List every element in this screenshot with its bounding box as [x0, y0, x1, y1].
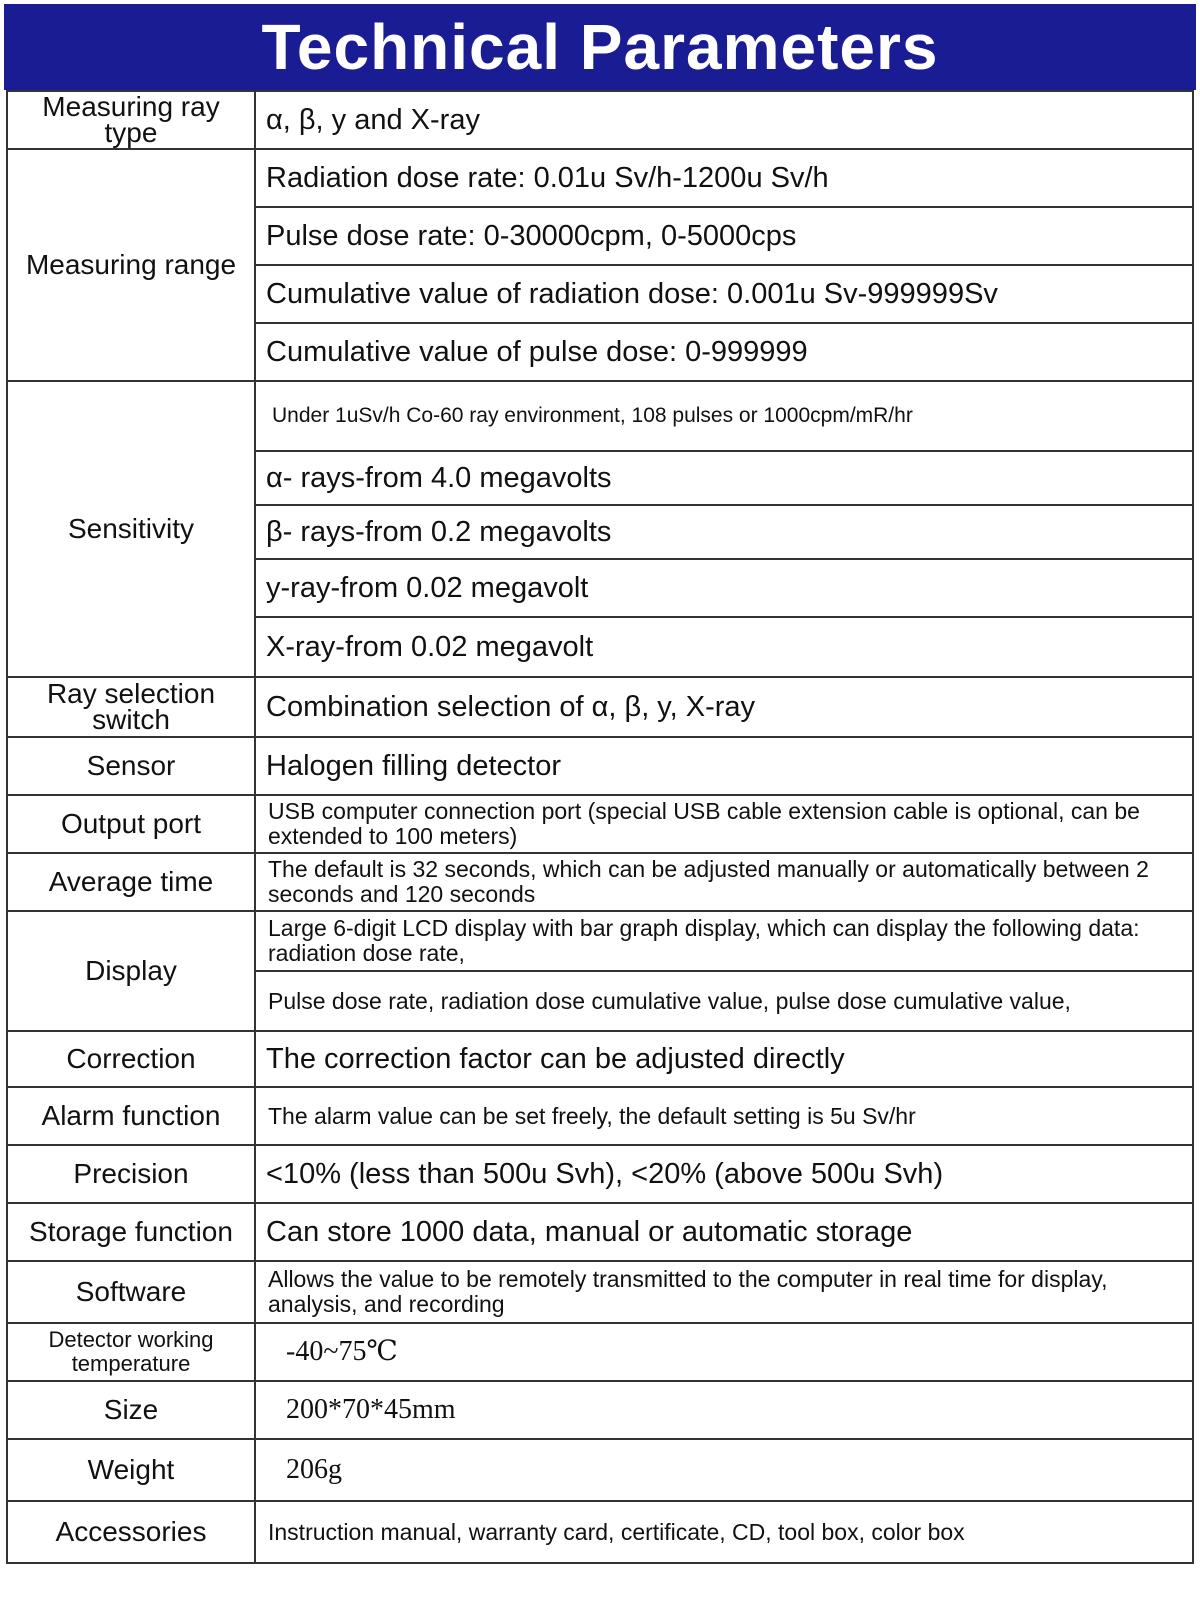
- row-label: Alarm function: [7, 1087, 255, 1145]
- row-label: Output port: [7, 795, 255, 853]
- table-row: [7, 149, 1193, 207]
- row-label: Weight: [7, 1439, 255, 1501]
- table-row: [7, 795, 1193, 853]
- row-value: -40~75℃: [255, 1323, 1193, 1381]
- row-value: The default is 32 seconds, which can be adjusted manually or automatically between 2 seconds and 120 seconds: [255, 853, 1193, 911]
- table-row: [7, 1031, 1193, 1087]
- row-value: 206g: [255, 1439, 1193, 1501]
- table-row: [7, 1381, 1193, 1439]
- table-row: [7, 1203, 1193, 1261]
- row-value: Cumulative value of radiation dose: 0.001u Sv-999999Sv: [255, 265, 1193, 323]
- row-value: Combination selection of α, β, y, X-ray: [255, 677, 1193, 737]
- table-row: [7, 1501, 1193, 1563]
- row-label: Measuring range: [7, 149, 255, 381]
- row-value: Pulse dose rate: 0-30000cpm, 0-5000cps: [255, 207, 1193, 265]
- row-label: Storage function: [7, 1203, 255, 1261]
- row-label: Measuring ray type: [7, 91, 255, 149]
- row-label: Sensitivity: [7, 381, 255, 677]
- table-row: [7, 677, 1193, 737]
- row-label: Correction: [7, 1031, 255, 1087]
- table-row: [7, 911, 1193, 971]
- row-value: Instruction manual, warranty card, certificate, CD, tool box, color box: [255, 1501, 1193, 1563]
- row-value: Can store 1000 data, manual or automatic storage: [255, 1203, 1193, 1261]
- row-label: Detector working temperature: [7, 1323, 255, 1381]
- row-value: The alarm value can be set freely, the default setting is 5u Sv/hr: [255, 1087, 1193, 1145]
- spec-table: [6, 90, 1194, 1564]
- row-value: USB computer connection port (special USB cable extension cable is optional, can be extended to 100 meters): [255, 795, 1193, 853]
- row-value: Large 6-digit LCD display with bar graph display, which can display the following data: radiation dose rate,: [255, 911, 1193, 971]
- table-row: [7, 1261, 1193, 1323]
- row-value: α, β, y and X-ray: [255, 91, 1193, 149]
- table-row: [7, 853, 1193, 911]
- row-value: Cumulative value of pulse dose: 0-999999: [255, 323, 1193, 381]
- row-value: Under 1uSv/h Co-60 ray environment, 108 pulses or 1000cpm/mR/hr: [255, 381, 1193, 451]
- table-row: [7, 91, 1193, 149]
- row-value: 200*70*45mm: [255, 1381, 1193, 1439]
- row-label: Precision: [7, 1145, 255, 1203]
- row-value: X-ray-from 0.02 megavolt: [255, 617, 1193, 677]
- row-label: Sensor: [7, 737, 255, 795]
- row-value: The correction factor can be adjusted directly: [255, 1031, 1193, 1087]
- row-label: Display: [7, 911, 255, 1031]
- table-row: [7, 1439, 1193, 1501]
- row-label: Average time: [7, 853, 255, 911]
- row-value: Allows the value to be remotely transmitted to the computer in real time for display, analysis, and recording: [255, 1261, 1193, 1323]
- row-value: α- rays-from 4.0 megavolts: [255, 451, 1193, 505]
- row-label: Size: [7, 1381, 255, 1439]
- title-banner: [4, 4, 1196, 90]
- row-value: y-ray-from 0.02 megavolt: [255, 559, 1193, 617]
- row-value: β- rays-from 0.2 megavolts: [255, 505, 1193, 559]
- page-title: Technical Parameters: [261, 11, 939, 83]
- table-row: [7, 1087, 1193, 1145]
- row-value: Halogen filling detector: [255, 737, 1193, 795]
- table-row: [7, 1323, 1193, 1381]
- row-label: Ray selection switch: [7, 677, 255, 737]
- table-row: [7, 381, 1193, 451]
- row-label: Accessories: [7, 1501, 255, 1563]
- row-label: Software: [7, 1261, 255, 1323]
- row-value: Pulse dose rate, radiation dose cumulative value, pulse dose cumulative value,: [255, 971, 1193, 1031]
- row-value: <10% (less than 500u Svh), <20% (above 500u Svh): [255, 1145, 1193, 1203]
- table-row: [7, 737, 1193, 795]
- row-value: Radiation dose rate: 0.01u Sv/h-1200u Sv/h: [255, 149, 1193, 207]
- table-row: [7, 1145, 1193, 1203]
